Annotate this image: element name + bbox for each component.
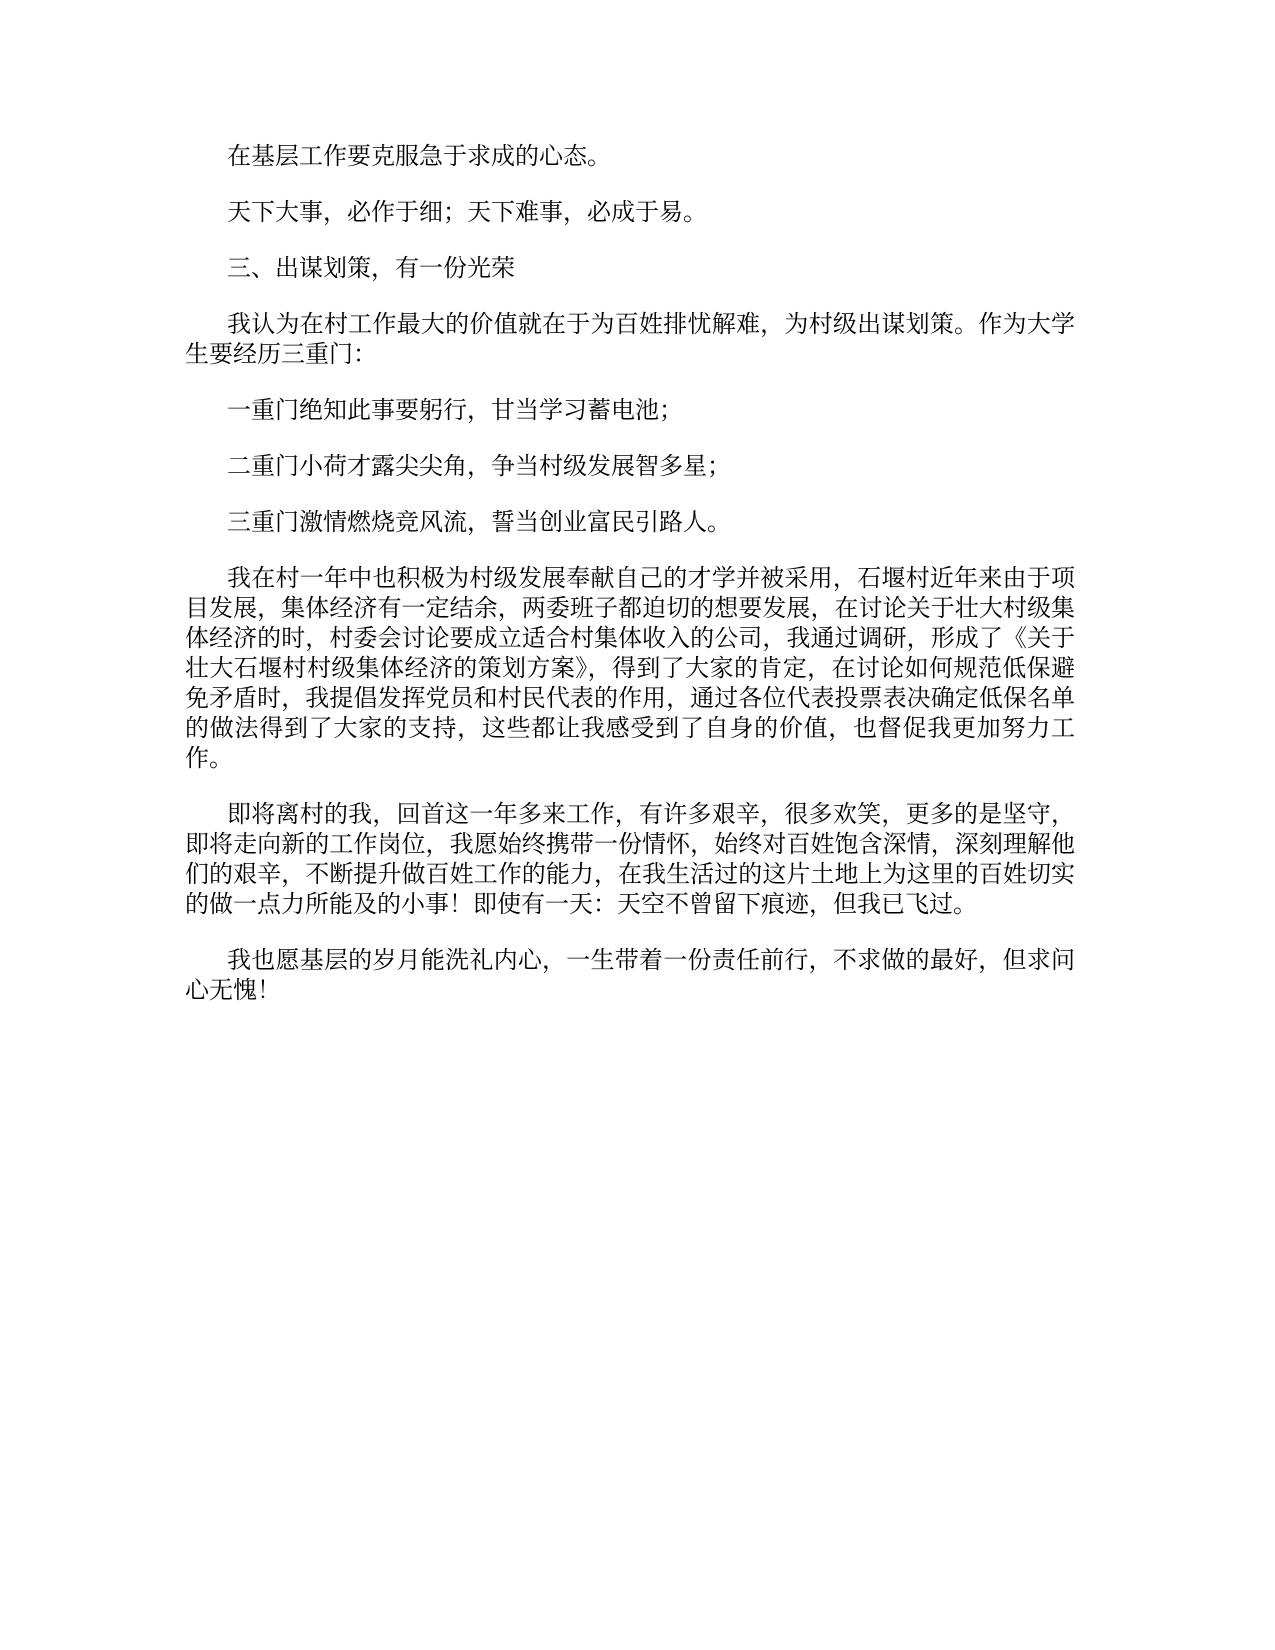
paragraph: 我认为在村工作最大的价值就在于为百姓排忧解难，为村级出谋划策。作为大学生要经历三重门： xyxy=(185,310,1075,368)
paragraph: 我在村一年中也积极为村级发展奉献自己的才学并被采用，石堰村近年来由于项目发展，集体经济有一定结余，两委班子都迫切的想要发展，在讨论关于壮大村级集体经济的时，村委会讨论要成立适合村集体收入的公司，我通过调研，形成了《关于壮大石堰村村级集体经济的策划方案》，得到了大家的肯定，在讨论如何规范低保避免矛盾时，我提倡发挥党员和村民代表的作用，通过各位代表投票表决确定低保名单的做法得到了大家的支持，这些都让我感受到了自身的价值，也督促我更加努力工作。 xyxy=(185,564,1075,772)
paragraph: 天下大事，必作于细；天下难事，必成于易。 xyxy=(227,198,707,226)
paragraph: 即将离村的我，回首这一年多来工作，有许多艰辛，很多欢笑，更多的是坚守，即将走向新的工作岗位，我愿始终携带一份情怀，始终对百姓饱含深情，深刻理解他们的艰辛，不断提升做百姓工作的能力，在我生活过的这片土地上为这里的百姓切实的做一点力所能及的小事！即使有一天：天空不曾留下痕迹，但我已飞过。 xyxy=(185,800,1075,918)
paragraph: 我也愿基层的岁月能洗礼内心，一生带着一份责任前行，不求做的最好，但求问心无愧！ xyxy=(185,946,1075,1004)
paragraph: 在基层工作要克服急于求成的心态。 xyxy=(227,142,611,170)
list-item: 三重门激情燃烧竞风流，誓当创业富民引路人。 xyxy=(227,508,731,536)
document-body xyxy=(185,141,1075,1031)
section-heading: 三、出谋划策，有一份光荣 xyxy=(227,254,515,282)
list-item: 一重门绝知此事要躬行，甘当学习蓄电池； xyxy=(227,396,683,424)
list-item: 二重门小荷才露尖尖角，争当村级发展智多星； xyxy=(227,452,731,480)
